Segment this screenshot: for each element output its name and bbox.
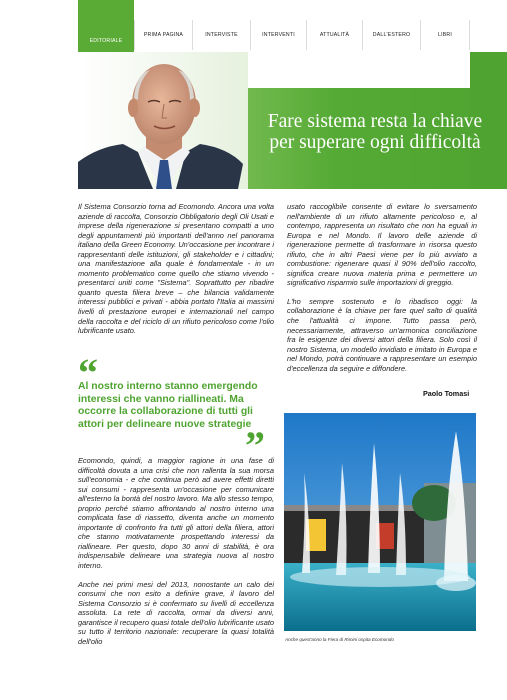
nav-item-editoriale[interactable]: EDITORIALE (78, 0, 134, 52)
headline (246, 111, 504, 153)
article-column-right (287, 202, 477, 382)
nav-item-attualita[interactable]: ATTUALITÀ (306, 20, 362, 50)
nav-item-libri[interactable]: LIBRI (420, 20, 470, 50)
nav-item-interventi[interactable]: INTERVENTI (250, 20, 306, 50)
fountain-photo (284, 413, 476, 631)
top-nav (0, 0, 507, 52)
paragraph-intro: Il Sistema Consorzio torna ad Ecomondo. Ancora una volta aziende di raccolta, Consorzio Obbligatorio degli Oli Usati e imprese della rigenerazione si presentano compatti a uno degli appuntamenti più importanti dell'anno nel panorama italiano della Green Economy. Un'occasione per incontrare i rappresentanti delle istituzioni, gli stakeholder e i cittadini; una manifestazione alla quale è fondamentale - in un momento problematico come quello che stiamo vivendo - presentarci uniti come "Sistema". Soprattutto per ribadire quanto questa filiera breve – che bilancia validamente interessi pubblici e privati - abbia portato l'Italia ai massimi livelli di prestazione europei e internazionali nel campo della raccolta e del riciclo di un rifiuto pericoloso come l'olio lubrificante usato. (78, 202, 274, 336)
photo-caption: Anche quest'anno la Fiera di Rimini ospita Ecomondo (285, 637, 394, 642)
open-quote-icon: “ (78, 350, 98, 395)
article-column-left-continued (78, 456, 274, 655)
paragraph-rigenerazione: usato raccoglibile consente di evitare lo sversamento nell'ambiente di un rifiuto altamente pericoloso e, al contempo, rappresenta un risultato che non ha eguali in Europa e nel Mondo. Il lavoro delle aziende di rigenerazione permette di trasformare in risorsa questo rifiuto, che in altri Paesi viene per lo più avviato a combustione: rigenerare quasi il 90% dell'olio raccolto, significa creare nuova materia prima e permettere un significativo risparmio sulle importazioni di greggio. (287, 202, 477, 288)
author-portrait (78, 52, 248, 189)
nav-item-prima-pagina[interactable]: PRIMA PAGINA (134, 20, 192, 50)
headline-line-1: Fare sistema resta la chiave (267, 111, 483, 132)
paragraph-collaborazione: L'ho sempre sostenuto e lo ribadisco oggi: la collaborazione è la chiave per fare quel salto di qualità che l'attualità ci impone. Tutto passa però, necessariamente, attraverso un'armonica conciliazione fra le esigenze dei diversi attori della filiera. Solo così il nostro Sistema, un modello invidiato e imitato in Europa e nel Mondo, potrà continuare a rappresentare un esempio d'eccellenza da seguire e diffondere. (287, 296, 477, 373)
nav-item-dall-estero[interactable]: DALL'ESTERO (362, 20, 420, 50)
author-signature: Paolo Tomasi (423, 389, 470, 398)
paragraph-2013: Anche nei primi mesi del 2013, nonostante un calo dei consumi che non esito a definire grave, il lavoro del Sistema Consorzio si è confermato su livelli di eccellenza assoluta. La rete di raccolta, ormai da diversi anni, garantisce il recupero quasi totale dell'olio lubrificante usato su tutto il territorio nazionale: recuperare la quasi totalità dell'olio (78, 579, 274, 646)
close-quote-icon: ” (245, 423, 265, 468)
article-column-left (78, 202, 274, 345)
nav-item-interviste[interactable]: INTERVISTE (192, 20, 250, 50)
pull-quote: Al nostro interno stanno emergendo interessi che vanno riallineati. Ma occorre la collaborazione di tutti gli attori per delineare nuove strategie (78, 381, 258, 430)
paragraph-ecomondo: Ecomondo, quindi, a maggior ragione in una fase di difficoltà dovuta a una crisi che non rallenta la sua morsa sull'economia - e che continua però ad avere effetti diretti sui consumi - rappresenta un'occasione per comunicare all'esterno la bontà del nostro lavoro. Ma allo stesso tempo, proprio perché stiamo affrontando al nostro interno una complicata fase di riassetto, diventa anche un momento importante di confronto fra tutti gli attori della filiera, attori che stanno motivatamente prospettando interessi da riallineare. Per questo, dopo 30 anni di stabilità, è ora indispensabile delineare una strategia nuova al nostro interno. (78, 456, 274, 571)
headline-line-2: per superare ogni difficoltà (269, 132, 481, 153)
